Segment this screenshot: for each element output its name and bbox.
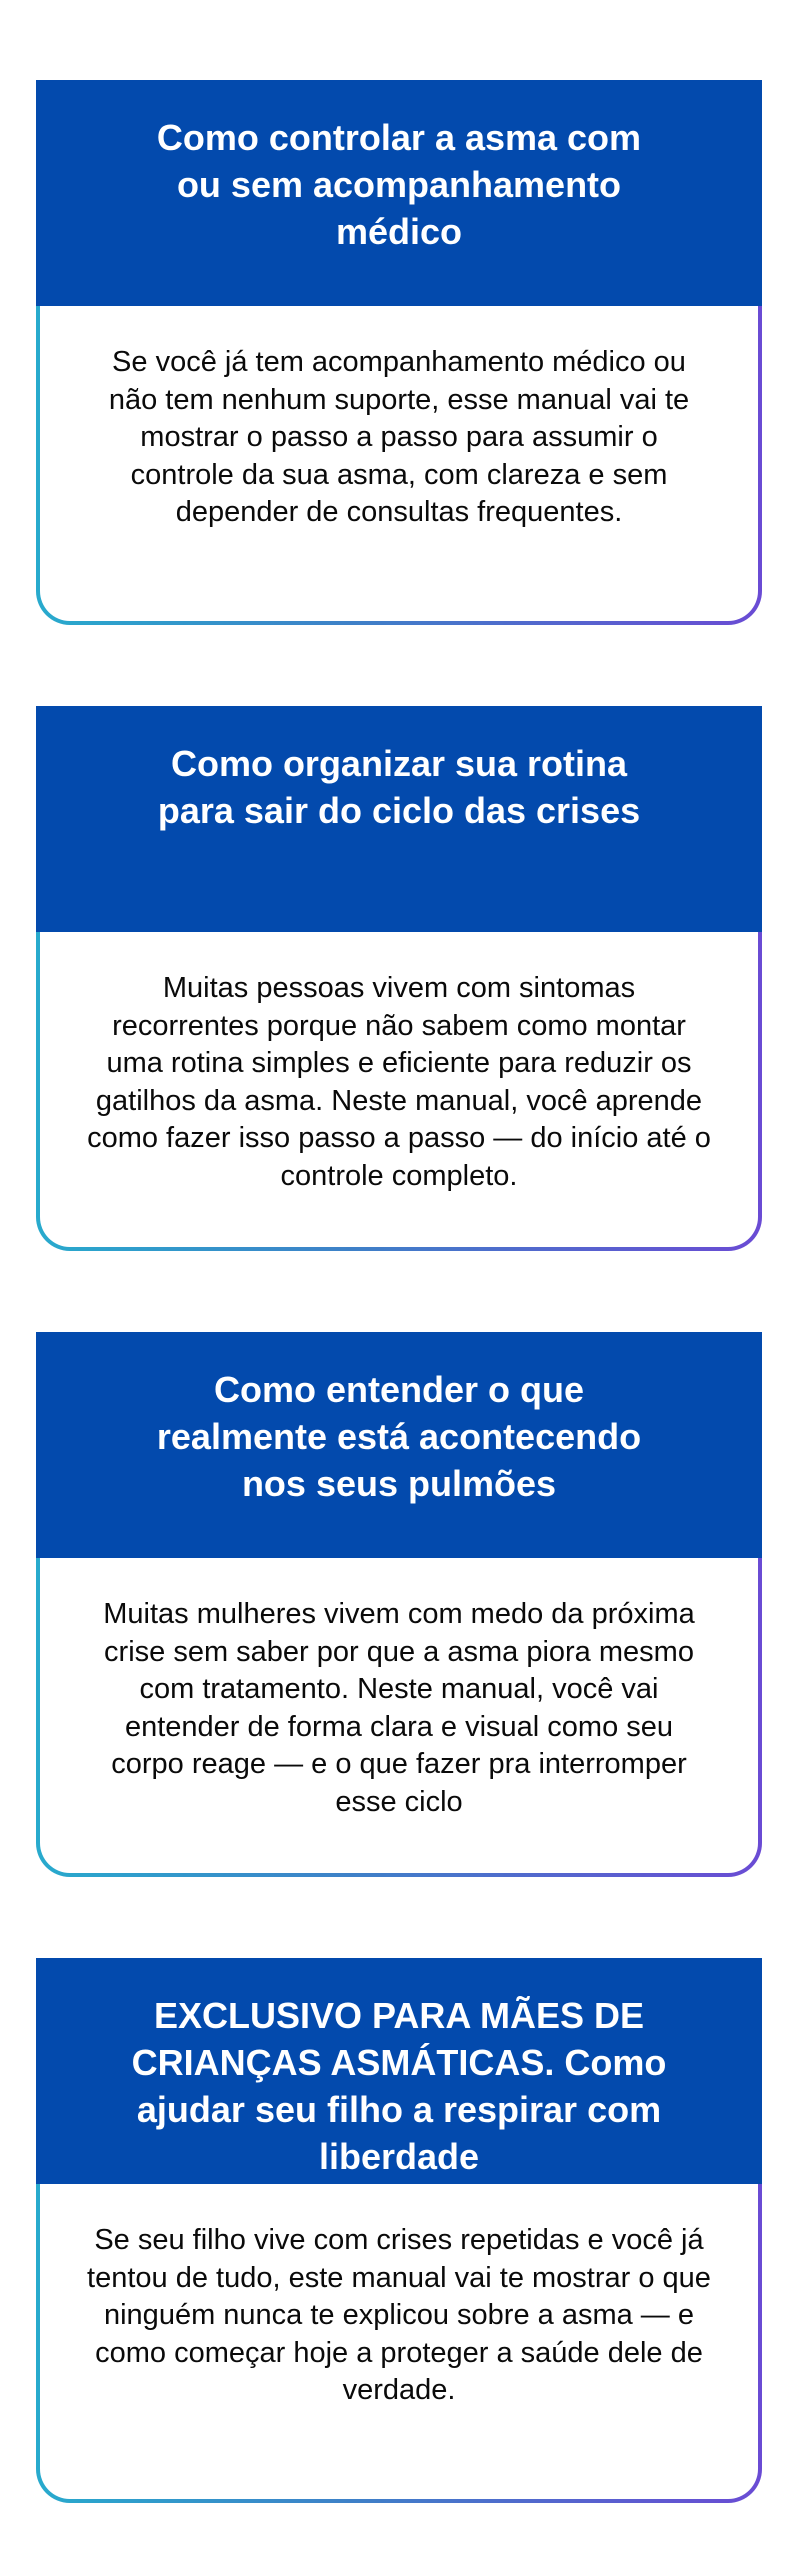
card-header: [36, 80, 762, 306]
card-description: Se seu filho vive com crises repetidas e você já tentou de tudo, este manual vai te mostrar o que ninguém nunca te explicou sobre a asma — e como começar hoje a proteger a saúde dele de verdade.: [87, 2224, 711, 2406]
card-header: [36, 1332, 762, 1558]
card-title: Como entender o que realmente está acontecendo nos seus pulmões: [156, 1369, 642, 1504]
manual-card-mothers: [36, 1958, 762, 2503]
manual-card-lungs: [36, 1332, 762, 1877]
manual-card-asthma-control: [36, 80, 762, 625]
card-description: Se você já tem acompanhamento médico ou não tem nenhum suporte, esse manual vai te mostrar o passo a passo para assumir o controle da sua asma, com clareza e sem depender de consultas frequentes.: [108, 346, 690, 528]
card-description: Muitas mulheres vivem com medo da próxima crise sem saber por que a asma piora mesmo com tratamento. Neste manual, você vai entender de forma clara e visual como seu corpo reage — e o que fazer pra interromper esse ciclo: [103, 1598, 695, 1818]
card-description: Muitas pessoas vivem com sintomas recorrentes porque não sabem como montar uma rotina simples e eficiente para reduzir os gatilhos da asma. Neste manual, você aprende como fazer isso passo a passo — do início até o controle completo.: [87, 972, 711, 1192]
card-header: [36, 1958, 762, 2184]
manual-card-routine: [36, 706, 762, 1251]
card-header: [36, 706, 762, 932]
card-title: Como controlar a asma com ou sem acompanhamento médico: [156, 117, 642, 252]
card-title: EXCLUSIVO PARA MÃES DE CRIANÇAS ASMÁTICAS. Como ajudar seu filho a respirar com liberdade: [131, 1995, 667, 2177]
card-title: Como organizar sua rotina para sair do ciclo das crises: [157, 743, 641, 831]
